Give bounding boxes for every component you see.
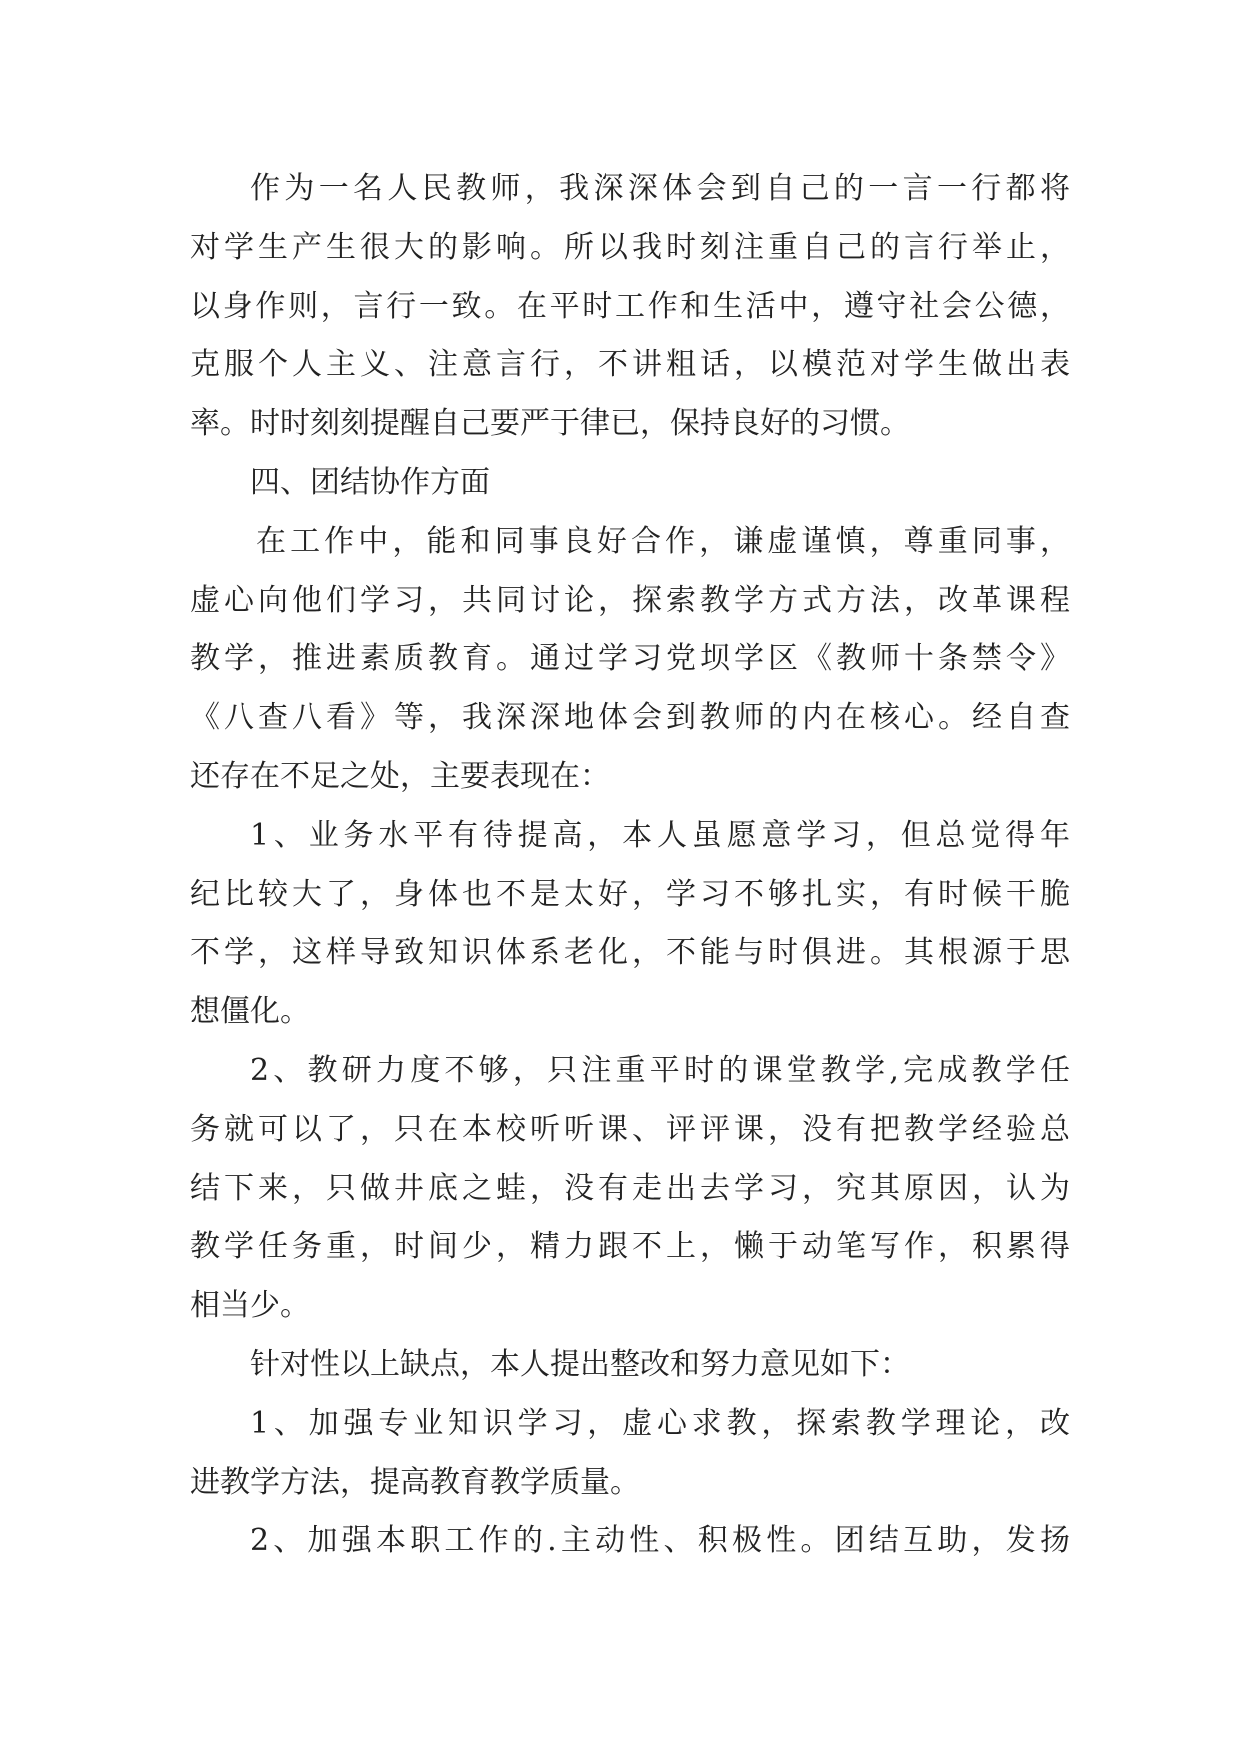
paragraph-line: 教学任务重，时间少，精力跟不上，懒于动笔写作，积累得 (190, 1229, 1070, 1265)
paragraph-line: 想僵化。 (190, 994, 310, 1030)
paragraph-line: 作为一名人民教师，我深深体会到自己的一言一行都将 (250, 171, 1070, 206)
paragraph-line: 结下来，只做井底之蛙，没有走出去学习，究其原因，认为 (190, 1170, 1070, 1206)
document-body (190, 160, 1070, 1571)
paragraph-line: 还存在不足之处，主要表现在： (190, 758, 610, 794)
paragraph-line: 不学，这样导致知识体系老化，不能与时俱进。其根源于思 (190, 935, 1070, 971)
paragraph-line: 教学，推进素质教育。通过学习党坝学区《教师十条禁令》 (190, 641, 1070, 677)
paragraph-line: 相当少。 (190, 1288, 310, 1324)
paragraph-line: 《八查八看》等，我深深地体会到教师的内在核心。经自查 (190, 700, 1070, 736)
paragraph-line: 对学生产生很大的影响。所以我时刻注重自己的言行举止， (190, 229, 1070, 265)
paragraph-line: 纪比较大了，身体也不是太好，学习不够扎实，有时候干脆 (190, 876, 1070, 912)
paragraph-line: 率。时时刻刻提醒自己要严于律已，保持良好的习惯。 (190, 406, 910, 442)
paragraph-line: 进教学方法，提高教育教学质量。 (190, 1464, 640, 1500)
paragraph-line: 克服个人主义、注意言行，不讲粗话，以模范对学生做出表 (190, 347, 1070, 383)
paragraph-line: 务就可以了，只在本校听听课、评评课，没有把教学经验总 (190, 1111, 1070, 1147)
paragraph-line: 1、业务水平有待提高，本人虽愿意学习，但总觉得年 (250, 817, 1070, 853)
paragraph-line: 虚心向他们学习，共同讨论，探索教学方式方法，改革课程 (190, 582, 1070, 618)
paragraph-line: 2、教研力度不够，只注重平时的课堂教学,完成教学任 (250, 1052, 1070, 1088)
paragraph-line: 针对性以上缺点，本人提出整改和努力意见如下： (250, 1346, 910, 1382)
paragraph-line: 在工作中，能和同事良好合作，谦虚谨慎，尊重同事， (256, 523, 1070, 559)
section-heading: 四、团结协作方面 (250, 464, 490, 500)
paragraph-line: 2、加强本职工作的.主动性、积极性。团结互助，发扬 (250, 1523, 1070, 1559)
paragraph-line: 1、加强专业知识学习，虚心求教，探索教学理论，改 (250, 1405, 1070, 1441)
paragraph-line: 以身作则，言行一致。在平时工作和生活中，遵守社会公德， (190, 288, 1070, 324)
